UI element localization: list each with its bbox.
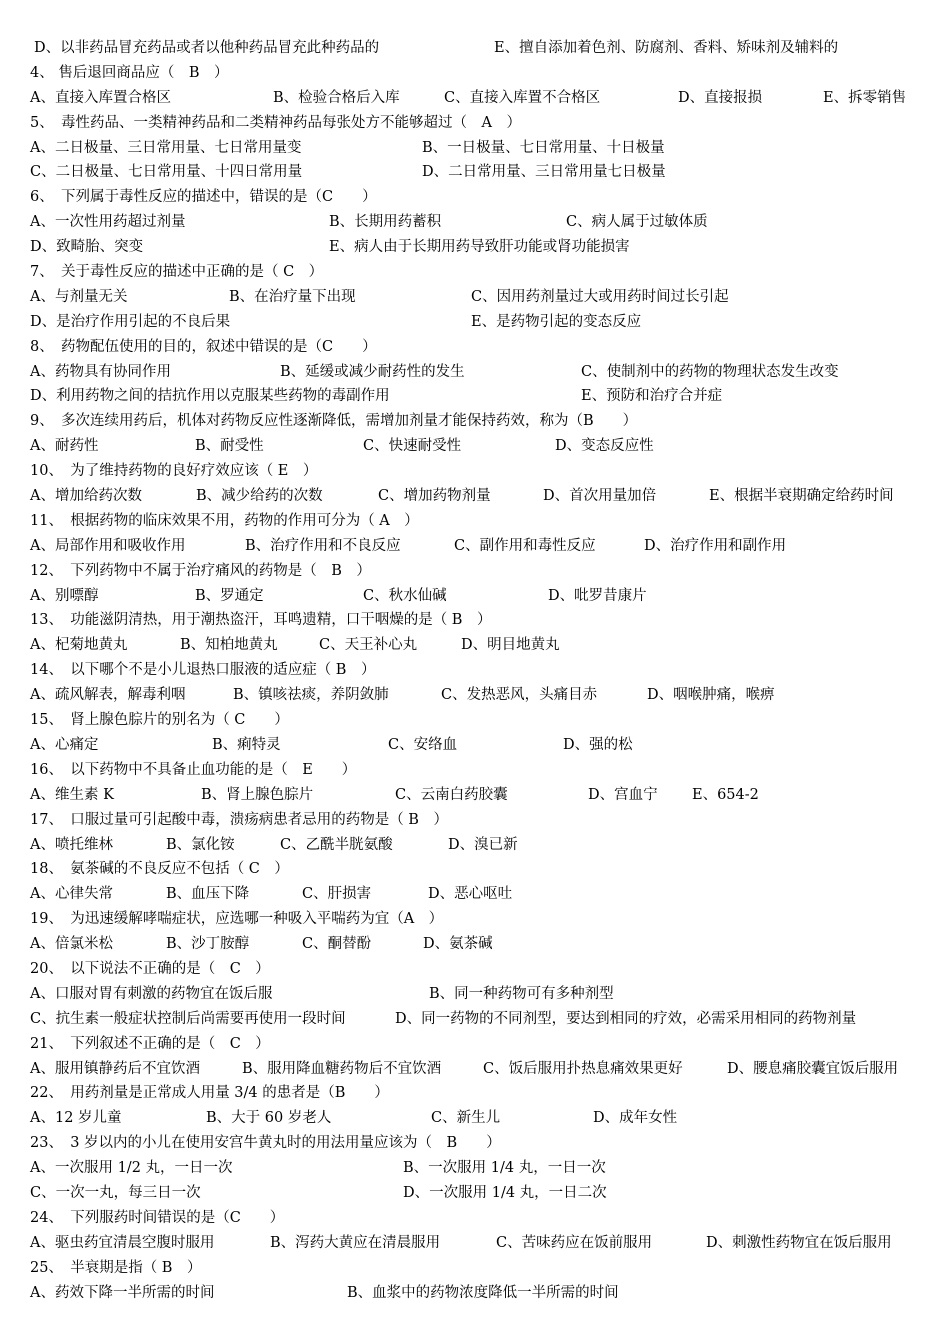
option-text: B、血压下降 [166,886,250,903]
option-text: A、一次性用药超过剂量 [30,214,186,231]
options-line [30,36,930,61]
options-line [30,484,930,509]
option-text: B、延缓或减少耐药性的发生 [280,363,465,380]
option-text: A、别嘌醇 [30,587,99,604]
exam-page [30,36,930,1305]
question-line [30,111,930,136]
option-text: A、二日极量、三日常用量、七日常用量变 [30,139,302,156]
option-text: B、镇咳祛痰，养阴敛肺 [233,687,389,704]
option-text: D、利用药物之间的拮抗作用以克服某些药物的毒副作用 [30,388,390,405]
question-line [30,658,930,683]
question-text: 17、 口服过量可引起酸中毒，溃疡病患者忌用的药物是（ B ） [30,811,448,828]
option-text: B、耐受性 [195,438,264,455]
options-line [30,285,930,310]
options-line [30,210,930,235]
question-line [30,509,930,534]
option-text: D、以非药品冒充药品或者以他种药品冒充此种药品的 [34,40,380,56]
question-line [30,907,930,932]
option-text: E、病人由于长期用药导致肝功能或肾功能损害 [329,239,630,256]
option-text: A、服用镇静药后不宜饮酒 [30,1060,200,1077]
option-text: A、驱虫药宜清晨空腹时服用 [30,1234,215,1251]
question-text: 11、 根据药物的临床效果不用，药物的作用可分为（ A ） [30,512,419,529]
question-line [30,857,930,882]
options-line [30,235,930,260]
option-text: C、安络血 [388,736,458,753]
options-line [30,360,930,385]
question-text: 14、 以下哪个不是小儿退热口服液的适应症（ B ） [30,662,376,679]
option-text: A、药效下降一半所需的时间 [30,1284,215,1301]
options-line [30,1181,930,1206]
option-text: B、氯化铵 [166,836,235,853]
option-text: E、根据半衰期确定给药时间 [709,488,894,505]
options-line [30,982,930,1007]
option-text: A、药物具有协同作用 [30,363,171,380]
options-line [30,1231,930,1256]
options-line [30,434,930,459]
option-text: A、心痛定 [30,736,99,753]
option-text: B、检验合格后入库 [273,89,400,106]
option-text: C、肝损害 [302,886,372,903]
question-line [30,1206,930,1231]
question-line [30,708,930,733]
option-text: B、痢特灵 [212,736,281,753]
option-text: C、抗生素一般症状控制后尚需要再使用一段时间 [30,1010,346,1027]
question-text: 8、 药物配伍使用的目的，叙述中错误的是（C ） [30,338,377,355]
option-text: D、宫血宁 [588,786,658,803]
question-text: 25、 半衰期是指（ B ） [30,1259,202,1276]
question-text: 9、 多次连续用药后，机体对药物反应性逐渐降低，需增加剂量才能保持药效，称为（B ） [30,413,638,430]
option-text: A、耐药性 [30,438,99,455]
option-text: C、直接入库置不合格区 [444,89,601,106]
question-line [30,61,930,86]
question-text: 22、 用药剂量是正常成人用量 3/4 的患者是（B ） [30,1085,389,1102]
option-text: B、一日极量、七日常用量、十日极量 [422,139,665,156]
option-text: D、腰息痛胶囊宜饭后服用 [727,1060,899,1077]
question-text: 24、 下列服药时间错误的是（C ） [30,1209,285,1226]
option-text: D、溴已新 [448,836,518,853]
options-line [30,783,930,808]
question-line [30,758,930,783]
option-text: C、新生儿 [431,1110,501,1127]
options-line [30,683,930,708]
option-text: D、吡罗昔康片 [548,587,647,604]
option-text: B、一次服用 1/4 丸，一日一次 [403,1160,606,1177]
options-line [30,1057,930,1082]
option-text: C、酮替酚 [302,936,372,953]
option-text: C、副作用和毒性反应 [454,537,596,554]
option-text: A、疏风解表，解毒利咽 [30,687,186,704]
option-text: D、刺激性药物宜在饭后服用 [706,1234,892,1251]
option-text: D、成年女性 [593,1110,678,1127]
option-text: B、治疗作用和不良反应 [245,537,401,554]
options-line [30,833,930,858]
question-text: 10、 为了维持药物的良好疗效应该（ E ） [30,463,318,480]
question-text: 7、 关于毒性反应的描述中正确的是（ C ） [30,264,324,281]
question-line [30,1256,930,1281]
option-text: E、是药物引起的变态反应 [471,313,642,330]
option-text: C、快速耐受性 [363,438,462,455]
question-line [30,185,930,210]
option-text: B、罗通定 [195,587,264,604]
option-text: B、知柏地黄丸 [180,637,278,654]
option-text: C、因用药剂量过大或用药时间过长引起 [471,288,729,305]
option-text: D、致畸胎、突变 [30,239,144,256]
options-line [30,86,930,111]
question-text: 16、 以下药物中不具备止血功能的是（ E ） [30,761,357,778]
option-text: E、预防和治疗合并症 [581,388,723,405]
options-line [30,384,930,409]
question-line [30,1081,930,1106]
question-text: 19、 为迅速缓解哮喘症状，应选哪一种吸入平喘药为宜（A ） [30,911,444,928]
options-line [30,310,930,335]
options-line [30,932,930,957]
option-text: A、杞菊地黄丸 [30,637,128,654]
options-line [30,882,930,907]
option-text: C、云南白药胶囊 [395,786,508,803]
question-line [30,409,930,434]
option-text: D、明目地黄丸 [461,637,560,654]
option-text: D、恶心呕吐 [428,886,513,903]
question-text: 4、 售后退回商品应（ B ） [30,64,229,81]
option-text: A、增加给药次数 [30,488,142,505]
question-line [30,808,930,833]
option-text: D、咽喉肿痛，喉痹 [647,687,775,704]
option-text: C、发热恶风，头痛目赤 [441,687,598,704]
option-text: B、长期用药蓄积 [329,214,442,231]
option-text: C、使制剂中的药物的物理状态发生改变 [581,363,839,380]
option-text: B、血浆中的药物浓度降低一半所需的时间 [347,1284,619,1301]
option-text: D、二日常用量、三日常用量七日极量 [422,164,666,181]
question-line [30,608,930,633]
question-line [30,559,930,584]
question-line [30,335,930,360]
option-text: D、变态反应性 [555,438,654,455]
option-text: B、泻药大黄应在清晨服用 [270,1234,441,1251]
options-line [30,733,930,758]
question-line [30,260,930,285]
question-text: 21、 下列叙述不正确的是（ C ） [30,1035,270,1052]
options-line [30,1106,930,1131]
option-text: A、喷托维林 [30,836,113,853]
option-text: D、同一药物的不同剂型，要达到相同的疗效，必需采用相同的药物剂量 [395,1010,857,1027]
question-text: 13、 功能滋阴清热，用于潮热盗汗，耳鸣遗精，口干咽燥的是（ B ） [30,612,492,629]
question-line [30,1131,930,1156]
question-text: 23、 3 岁以内的小儿在使用安宫牛黄丸时的用法用量应该为（ B ） [30,1135,501,1152]
option-text: E、654-2 [692,786,759,803]
options-line [30,160,930,185]
option-text: C、饭后服用扑热息痛效果更好 [483,1060,683,1077]
option-text: B、服用降血糖药物后不宜饮酒 [242,1060,442,1077]
option-text: A、局部作用和吸收作用 [30,537,186,554]
option-text: A、口服对胃有刺激的药物宜在饭后服 [30,985,273,1002]
option-text: B、沙丁胺醇 [166,936,250,953]
option-text: A、倍氯米松 [30,936,113,953]
option-text: C、一次一丸，每三日一次 [30,1184,201,1201]
option-text: A、12 岁儿童 [30,1110,122,1127]
question-text: 6、 下列属于毒性反应的描述中，错误的是（C ） [30,189,377,206]
options-line [30,633,930,658]
option-text: C、苦味药应在饭前服用 [496,1234,653,1251]
option-text: C、秋水仙碱 [363,587,447,604]
option-text: C、增加药物剂量 [378,488,491,505]
options-line [30,534,930,559]
option-text: B、减少给药的次数 [196,488,323,505]
question-text: 5、 毒性药品、一类精神药品和二类精神药品每张处方不能够超过（ A ） [30,114,521,131]
options-line [30,1156,930,1181]
option-text: D、一次服用 1/4 丸，一日二次 [403,1184,607,1201]
question-line [30,1032,930,1057]
option-text: A、直接入库置合格区 [30,89,171,106]
option-text: D、直接报损 [678,89,763,106]
option-text: C、天王补心丸 [319,637,418,654]
option-text: D、氨茶碱 [423,936,493,953]
option-text: A、心律失常 [30,886,113,903]
option-text: D、治疗作用和副作用 [644,537,787,554]
option-text: B、在治疗量下出现 [229,288,356,305]
question-text: 12、 下列药物中不属于治疗痛风的药物是（ B ） [30,562,371,579]
question-text: 18、 氨茶碱的不良反应不包括（ C ） [30,861,289,878]
options-line [30,1007,930,1032]
option-text: B、大于 60 岁老人 [206,1110,332,1127]
option-text: E、擅自添加着色剂、防腐剂、香料、矫味剂及辅料的 [494,40,839,56]
question-line [30,957,930,982]
options-line [30,1281,930,1306]
options-line [30,136,930,161]
option-text: D、强的松 [563,736,633,753]
option-text: B、同一种药物可有多种剂型 [429,985,614,1002]
option-text: A、与剂量无关 [30,288,128,305]
option-text: A、一次服用 1/2 丸，一日一次 [30,1160,233,1177]
option-text: D、是治疗作用引起的不良后果 [30,313,231,330]
option-text: D、首次用量加倍 [543,488,657,505]
option-text: E、拆零销售 [823,89,907,106]
option-text: B、肾上腺色腙片 [201,786,314,803]
option-text: C、乙酰半胱氨酸 [280,836,393,853]
question-line [30,459,930,484]
options-line [30,584,930,609]
option-text: C、病人属于过敏体质 [566,214,708,231]
question-text: 20、 以下说法不正确的是（ C ） [30,960,270,977]
question-text: 15、 肾上腺色腙片的别名为（ C ） [30,712,289,729]
option-text: C、二日极量、七日常用量、十四日常用量 [30,164,303,181]
option-text: A、维生素 K [30,786,114,803]
